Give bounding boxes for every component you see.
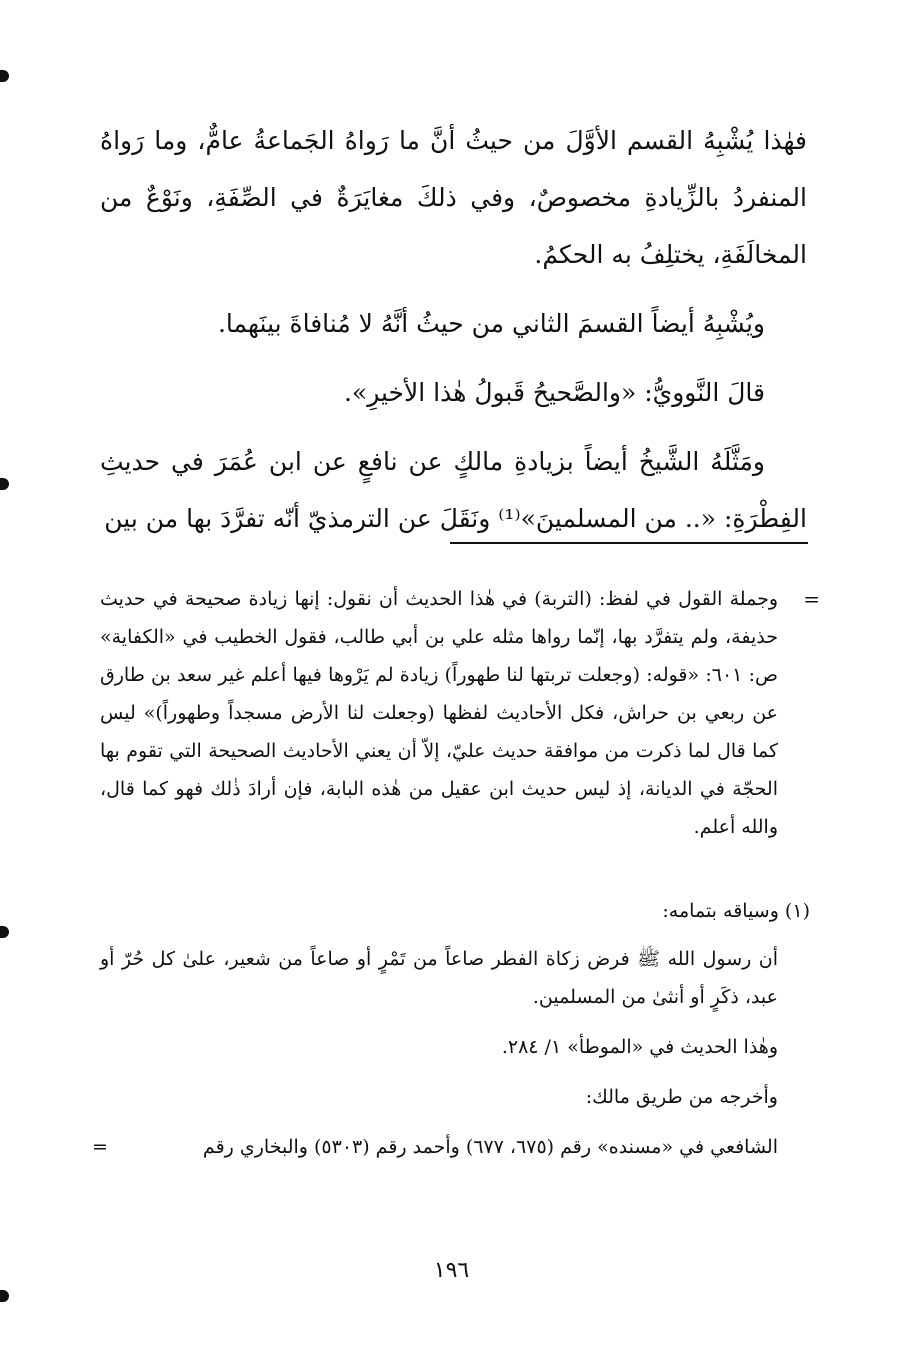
paragraph-1: فهٰذا يُشْبِهُ القسم الأوَّلَ من حيثُ أنَّ ما رَواهُ الجَماعةُ عامٌّ، وما رَواهُ المنفردُ بالزِّيادةِ مخصوصٌ، وفي ذلكَ مغايَرَةٌ في الصِّفَةِ، ونَوْعٌ من المخالَفَةِ، يختلِفُ به الحكمُ. [100,126,807,269]
paragraph-2: ويُشْبِهُ أيضاً القسمَ الثاني من حيثُ أنَّهُ لا مُنافاةَ بينَهما. [217,309,765,338]
paragraph-3: قالَ النَّوويُّ: «والصَّحيحُ قَبولُ هٰذا الأخيرِ». [343,378,765,407]
main-text [100,112,807,547]
scan-edge-mark [0,1290,9,1302]
footnote-1-paragraph: أن رسول الله ﷺ فرض زكاة الفطر صاعاً من تَمْرٍ أو صاعاً من شعير، علىٰ كل حُرّ أو عبد، ذكَرٍ أو أنثىٰ من المسلمين. [100,948,778,1008]
footnote-1 [92,892,820,1166]
scan-edge-mark [0,926,9,938]
scan-edge-mark [0,478,9,490]
paragraph-4: ومَثَّلَهُ الشَّيخُ أيضاً بزيادةِ مالكٍ عن نافعٍ عن ابن عُمَرَ في حديثِ الفِطْرَةِ: «.. من المسلمينَ»⁽¹⁾ ونَقَلَ عن الترمذيّ أنّه تفرَّدَ بها من بين [100,447,807,533]
continuation-mark: = [803,587,820,611]
footnote-separator [450,542,808,544]
footnote-1-paragraph: وهٰذا الحديث في «الموطأ» ١/ ٢٨٤. [501,1036,778,1058]
footnote-1-heading: (١) وسياقه بتمامه: [662,900,810,922]
page-number: ١٩٦ [433,1258,470,1283]
continuation-text: وجملة القول في لفظ: (التربة) في هٰذا الحديث أن نقول: إنها زيادة صحيحة في حديث حذيفة، ولم يتفرَّد بها، إنّما رواها مثله علي بن أبي طالب، فقول الخطيب في «الكفاية» ص: ٦٠١: «قوله: (وجعلت تربتها لنا طهوراً) زيادة لم يَرْوها فيها أعلم غير سعد بن طارق عن ربعي بن حراش، فكل الأحاديث لفظها (وجعلت لنا الأرض مسجداً وطهوراً)» ليس كما قال لما ذكرت من موافقة حديث عليّ، إلاّ أن يعني الأحاديث الصحيحة التي تقوم بها الحجّة في الديانة، إذ ليس حديث ابن عقيل من هٰذه البابة، فإن أرادَ ذٰلك فهو كما قال، والله أعلم. [100,588,778,838]
footnote-continuation [100,580,820,846]
scan-edge-mark [0,70,9,82]
continues-mark: = [92,1136,108,1158]
footnote-1-last-line: الشافعي في «مسنده» رقم (٦٧٥، ٦٧٧) وأحمد رقم (٥٣٠٣) والبخاري رقم [202,1136,778,1158]
footnote-1-paragraph: وأخرجه من طريق مالك: [585,1086,778,1108]
